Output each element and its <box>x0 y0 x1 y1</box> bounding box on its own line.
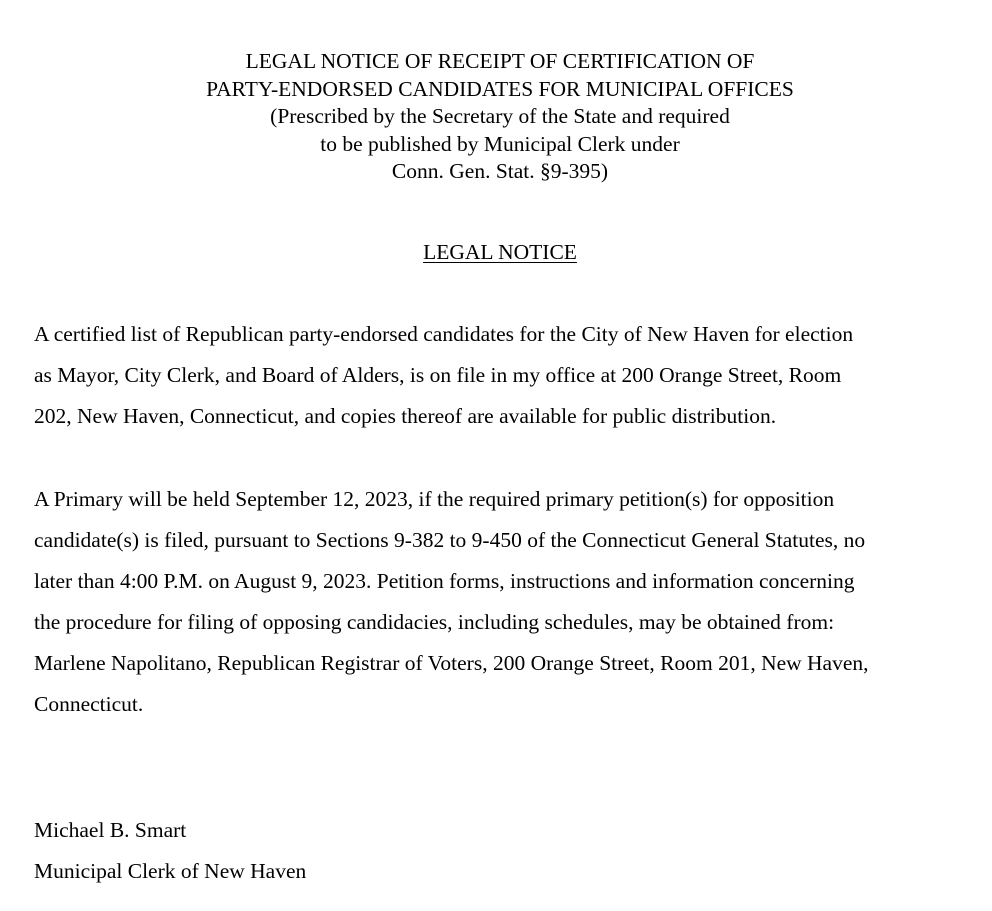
paragraph-line: the procedure for filing of opposing candidacies, including schedules, may be obtained from: <box>34 610 835 634</box>
legal-notice-heading <box>0 239 992 266</box>
paragraph-line: Connecticut. <box>34 692 144 716</box>
paragraph-line: as Mayor, City Clerk, and Board of Alders, is on file in my office at 200 Orange Street, Room <box>34 363 842 387</box>
header-line-2: PARTY-ENDORSED CANDIDATES FOR MUNICIPAL OFFICES <box>206 76 794 101</box>
signer-title: Municipal Clerk of New Haven <box>34 859 307 883</box>
paragraph-line: A Primary will be held September 12, 2023, if the required primary petition(s) for opposition <box>34 487 835 511</box>
header-line-3: (Prescribed by the Secretary of the State and required <box>270 104 730 128</box>
signer-name: Michael B. Smart <box>34 818 187 842</box>
paragraph-line: A certified list of Republican party-endorsed candidates for the City of New Haven for election <box>34 322 854 346</box>
header-line-1: LEGAL NOTICE OF RECEIPT OF CERTIFICATION OF <box>245 49 755 73</box>
notice-header <box>0 48 992 186</box>
signature-block <box>34 810 306 892</box>
paragraph-line: candidate(s) is filed, pursuant to Sections 9-382 to 9-450 of the Connecticut General Statutes, no <box>34 528 866 552</box>
paragraph-line: Marlene Napolitano, Republican Registrar of Voters, 200 Orange Street, Room 201, New Haven, <box>34 651 869 675</box>
header-line-4: to be published by Municipal Clerk under <box>320 131 680 156</box>
paragraph-line: later than 4:00 P.M. on August 9, 2023. Petition forms, instructions and information concerning <box>34 569 855 593</box>
certified-list-paragraph <box>34 314 992 437</box>
paragraph-line: 202, New Haven, Connecticut, and copies thereof are available for public distribution. <box>34 404 777 428</box>
primary-paragraph <box>34 479 992 725</box>
legal-notice-heading-text: LEGAL NOTICE <box>423 240 577 264</box>
header-line-5: Conn. Gen. Stat. §9-395) <box>391 159 609 183</box>
